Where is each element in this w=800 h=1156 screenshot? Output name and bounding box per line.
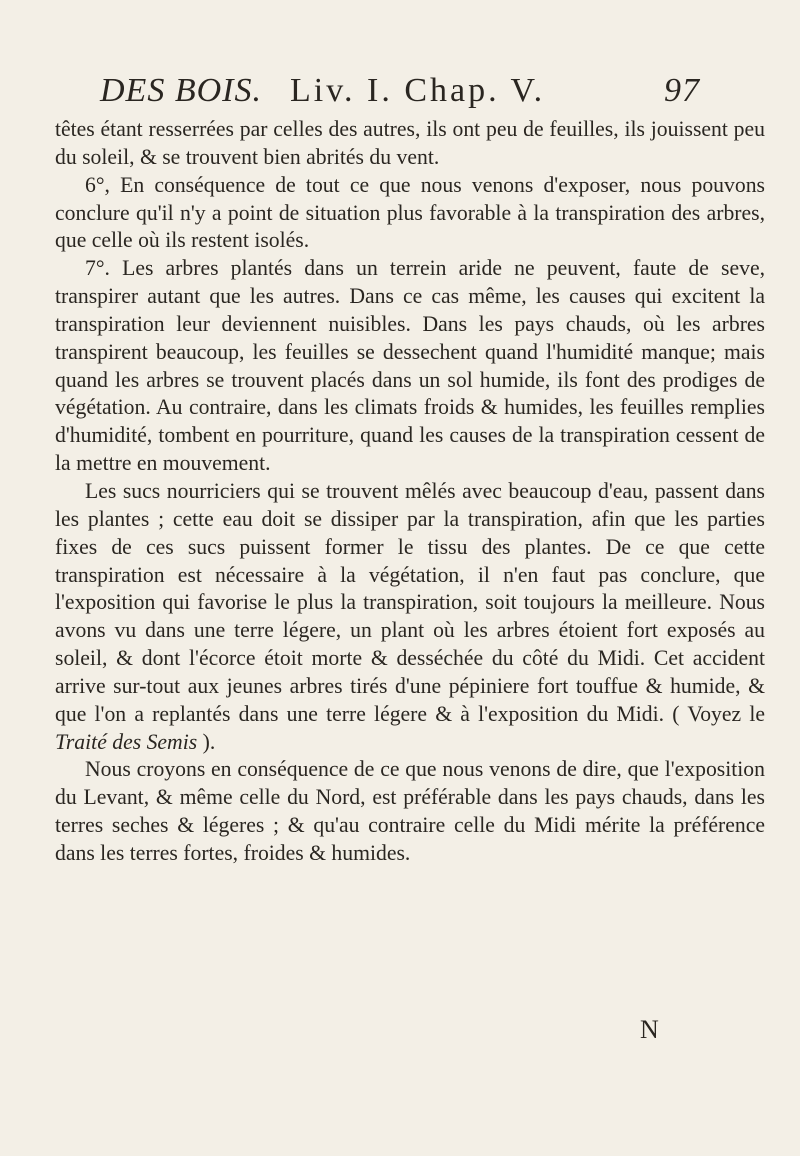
citation-title: Traité des Semis: [55, 729, 198, 754]
paragraph-7: 7°. Les arbres plantés dans un terrein aride ne peuvent, faute de seve, transpirer autant que les autres. Dans ce cas même, les causes qui excitent la transpiration leur deviennent nuisibles. Dans les pays chauds, où les arbres transpirent beaucoup, les feuilles se dessechent quand l'humidité manque; mais quand les arbres se trouvent placés dans un sol humide, ils font des prodiges de végétation. Au contraire, dans les climats froids & humides, les feuilles remplies d'humidité, tombent en pourriture, quand les causes de la transpiration cessent de la mettre en mouvement.: [55, 256, 765, 476]
body-text: [55, 116, 765, 868]
paragraph-continuation: têtes étant resserrées par celles des autres, ils ont peu de feuilles, ils jouissent peu du soleil, & se trouvent bien abrités du vent.: [55, 117, 765, 169]
paragraph-sucs: [55, 478, 765, 756]
running-title: DES BOIS.: [100, 72, 262, 109]
chapter-reference: Liv. I. Chap. V.: [290, 72, 546, 109]
running-head: [100, 72, 700, 114]
page-number: 97: [664, 72, 700, 109]
paragraph-conclusion: Nous croyons en conséquence de ce que nous venons de dire, que l'exposition du Levant, & même celle du Nord, est préférable dans les pays chauds, dans les terres seches & légeres ; & qu'au contraire celle du Midi mérite la préférence dans les terres fortes, froides & humides.: [55, 757, 765, 865]
paragraph-sucs-text: Les sucs nourriciers qui se trouvent mêlés avec beaucoup d'eau, passent dans les plantes ; cette eau doit se dissiper par la transpiration, afin que les parties fixes de ces sucs puissent former le tissu des plantes. De ce que cette transpiration est nécessaire à la végétation, il n'en faut pas conclure, que l'exposition qui favorise le plus la transpiration, soit toujours la meilleure. Nous avons vu dans une terre légere, un plant où les arbres étoient fort exposés au soleil, & dont l'écorce étoit morte & desséchée du côté du Midi. Cet accident arrive sur-tout aux jeunes arbres tirés d'une pépiniere fort touffue & humide, & que l'on a replantés dans une terre légere & à l'exposition du Midi. ( Voyez le: [55, 478, 765, 726]
citation-closing: ).: [197, 729, 216, 754]
signature-mark: N: [640, 1015, 659, 1044]
paragraph-6: 6°, En conséquence de tout ce que nous venons d'exposer, nous pouvons conclure qu'il n'y a point de situation plus favorable à la transpiration des arbres, que celle où ils restent isolés.: [55, 172, 765, 253]
